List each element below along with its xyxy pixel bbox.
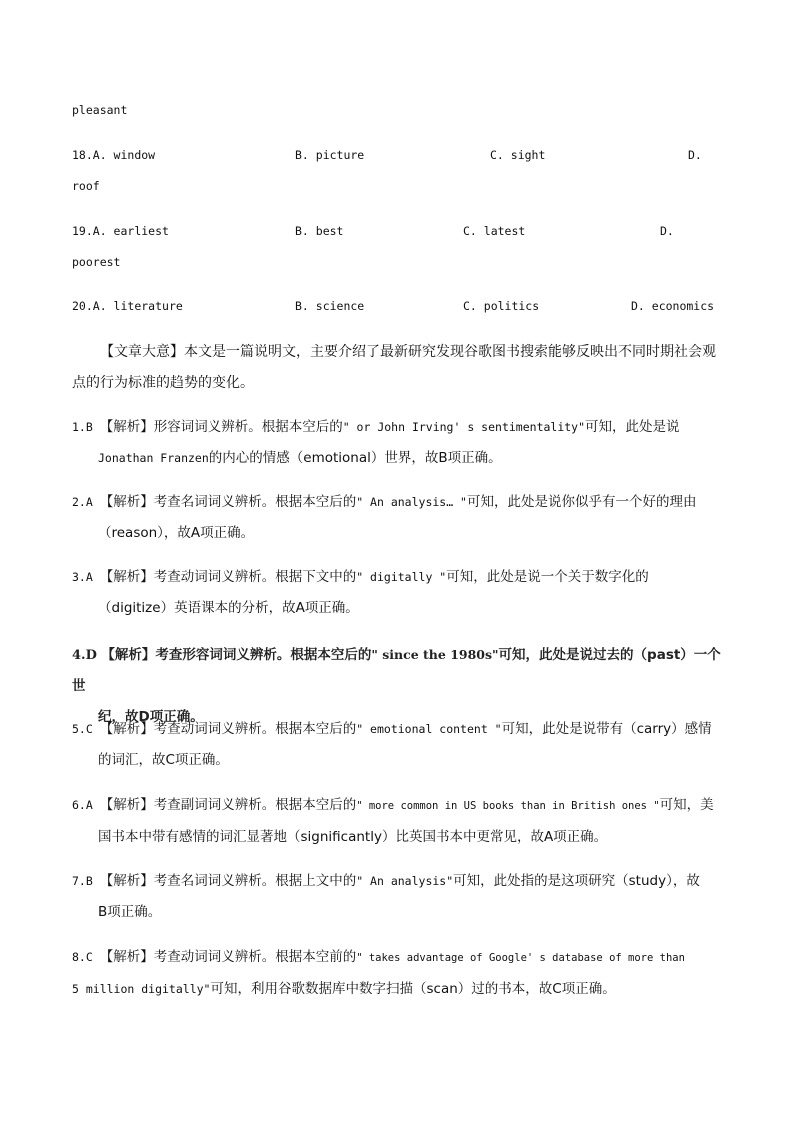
analysis-conclusion: 纪，故D项正确。 <box>98 709 204 725</box>
analysis-text: 考查名词词义辨析。根据本空后的 <box>153 494 357 510</box>
analysis-tag: 【解析】 <box>99 797 154 813</box>
option-d-wrap: roof <box>72 179 100 193</box>
option-d: D. <box>688 148 702 162</box>
analysis-text: 考查动词词义辨析。根据下文中的 <box>153 569 357 585</box>
answer-number: 5.C <box>72 722 100 736</box>
analysis-text: 考查副词词义辨析。根据本空后的 <box>153 797 357 813</box>
analysis-tag: 【解析】 <box>99 873 154 889</box>
quoted-text: " or John Irving' s sentimentality" <box>342 420 586 434</box>
option-d: D. <box>660 224 674 238</box>
analysis-text: 可知，此处是说你似乎有一个好的理由 <box>466 494 697 510</box>
quoted-text: Jonathan Franzen <box>98 451 209 465</box>
analysis-text: 考查动词词义辨析。根据本空前的 <box>153 949 357 965</box>
analysis-text: 形容词词义辨析。根据本空后的 <box>153 419 343 435</box>
analysis-text: 考查动词词义辨析。根据本空后的 <box>153 721 357 737</box>
quoted-text: 5 million digitally" <box>72 982 211 996</box>
option-c: C. sight <box>490 148 546 162</box>
analysis-tag: 【解析】 <box>101 647 156 663</box>
answer-number: 3.A <box>72 570 100 584</box>
answer-number: 6.A <box>72 798 100 812</box>
quoted-text: " more common in US books than in British ones " <box>356 800 660 812</box>
answer-3 <box>72 562 722 624</box>
analysis-text: 可知，此处是说 <box>585 419 680 435</box>
analysis-conclusion: （digitize）英语课本的分析，故A项正确。 <box>98 600 359 616</box>
answer-6 <box>72 790 722 853</box>
quoted-text: " emotional content " <box>356 722 502 736</box>
analysis-tag: 【解析】 <box>99 419 154 435</box>
wrapped-option-text: pleasant <box>72 103 128 117</box>
quoted-text: " since the 1980s" <box>371 647 499 662</box>
answer-number: 1.B <box>72 420 100 434</box>
option-b: B. science <box>295 299 365 313</box>
analysis-conclusion: 的内心的情感（emotional）世界，故B项正确。 <box>208 450 502 466</box>
analysis-text: 可知，美 <box>659 797 714 813</box>
quoted-text: " takes advantage of Google' s database of more than <box>356 952 685 964</box>
answer-1 <box>72 412 722 474</box>
answer-number: 7.B <box>72 874 100 888</box>
analysis-conclusion: （reason），故A项正确。 <box>98 525 255 541</box>
question-number: 20.A. literature <box>72 299 183 313</box>
analysis-tag: 【解析】 <box>99 721 154 737</box>
answer-5 <box>72 714 722 776</box>
analysis-tag: 【解析】 <box>99 494 154 510</box>
summary-line-1: 【文章大意】本文是一篇说明文，主要介绍了最新研究发现谷歌图书搜索能够反映出不同时期社会观 <box>100 344 716 360</box>
analysis-text: 可知，此处是说一个关于数字化的 <box>446 569 649 585</box>
analysis-tag: 【解析】 <box>99 569 154 585</box>
answer-2 <box>72 487 722 549</box>
answer-number: 2.A <box>72 495 100 509</box>
quoted-text: " An analysis" <box>356 874 454 888</box>
option-b: B. best <box>295 224 344 238</box>
analysis-conclusion: B项正确。 <box>98 904 162 920</box>
option-c: C. latest <box>463 224 526 238</box>
analysis-conclusion: 可知，利用谷歌数据库中数字扫描（scan）过的书本，故C项正确。 <box>210 981 616 997</box>
answer-7 <box>72 866 722 928</box>
analysis-text: 可知，此处指的是这项研究（study），故 <box>453 873 700 889</box>
analysis-text: 可知，此处是说过去的（past）一个世 <box>72 647 721 694</box>
article-summary <box>72 337 722 399</box>
option-b: B. picture <box>295 148 365 162</box>
answer-number: 8.C <box>72 950 100 964</box>
answer-8 <box>72 942 722 1005</box>
question-number: 19.A. earliest <box>72 224 169 238</box>
quoted-text: " An analysis… " <box>356 495 467 509</box>
option-d-wrap: poorest <box>72 255 121 269</box>
question-number: 18.A. window <box>72 148 156 162</box>
summary-line-2: 点的行为标准的趋势的变化。 <box>72 375 254 391</box>
analysis-text: 考查名词词义辨析。根据上文中的 <box>153 873 357 889</box>
analysis-conclusion: 国书本中带有感情的词汇显著地（significantly）比英国书本中更常见，故A项正确。 <box>98 829 608 845</box>
quoted-text: " digitally " <box>356 570 447 584</box>
analysis-text: 可知，此处是说带有（carry）感情 <box>501 721 712 737</box>
analysis-tag: 【解析】 <box>99 949 154 965</box>
analysis-conclusion: 的词汇，故C项正确。 <box>98 752 229 768</box>
option-c: C. politics <box>463 299 540 313</box>
analysis-text: 考查形容词词义辨析。根据本空后的 <box>155 647 372 663</box>
option-d: D. economics <box>631 299 715 313</box>
answer-number: 4.D <box>72 648 102 663</box>
